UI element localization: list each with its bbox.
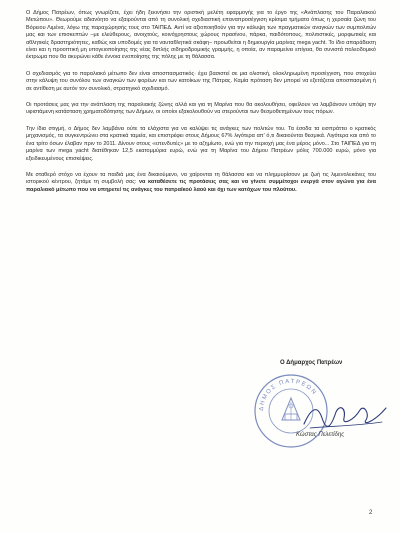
paragraph-5 [26,172,376,194]
seal-emblem-icon [282,398,300,420]
paragraph-3: Οι προτάσεις μας για την ανάπλαση της παραλιακής ζώνης αλλά και για τη Μαρίνα που θα ακολουθήσει, οφείλουν να λαμβάνουν υπόψη την υφιστάμενη κατάσταση χρηματοδότησης των Δήμων, οι οποίοι εξακολουθούν να στερούνται των θεσμοθετημένων τους πόρων. [26,102,376,116]
paragraph-4: Την ίδια στιγμή, ο Δήμος δεν λαμβάνει ούτε τα ελάχιστα για να καλύψει τις ανάγκες των πολιτών του. Τα έσοδα τα εισπράττει ο κρατικός μηχανισμός, τα συγκεντρώνει στα κρατικά ταμεία, και επιστρέφει στους Δήμους 67% λιγότερα απ' ό,τι δικαιούνται θεσμικά. Λιγότερα και από το ένα τρίτο όσων έλαβαν πριν το 2011. Δίνουν στους «επενδυτές» με το αζημίωτο, ενώ για την περιοχή μας ένα μέρος μόνο... Στο ΤΑΙΠΕΔ για τη μαρίνα των mega yacht διατέθηκαν 12,5 εκατομμύρια ευρώ, ενώ για τη Μαρίνα του Δήμου Πατρέων μόλις 700.000 ευρώ, μόνο για εξειδικευμένους επισκέψεις. [26,125,376,162]
page-number: 2 [369,510,373,516]
paragraph-2: Ο σχεδιασμός για το παραλιακό μέτωπο δεν είναι αποσπασματικός· έχει βασιστεί σε μια ολιστική, ολοκληρωμένη προσέγγιση, που στοχεύει στην κάλυψη του συνόλου των αναγκών των φορέων και των κατοίκων της Πάτρας. Καμία πρόταση δεν μπορεί να εξετάζεται αποσπασμένη ή σε αντίθεση με αυτόν τον συνολικό, στρατηγικό σχεδιασμό. [26,70,376,92]
signatory-title: Ο Δήμαρχος Πατρέων [280,360,343,366]
seal-ring-text: ΔΗΜΟΣ ΠΑΤΡΕΩΝ [258,378,318,412]
paragraph-1: Ο Δήμος Πατρέων, όπως γνωρίζετε, έχει ήδη ξεκινήσει την οριστική μελέτη εφαρμογής για το έργο της «Ανάπλασης του Παραλιακού Μετώπου». Θεωρούμε αδιανόητο να εξαιρούνται από τη συνολική σχεδιαστική επαναπροσέγγιση κρίσιμα τμήματα όπως η χερσαία ζώνη του Βόρειου Λιμένα, λόγω της παραχώρησής τους στο ΤΑΙΠΕΔ. Αντί να αξιοποιηθούν για την κάλυψη των πραγματικών αναγκών των συμπολιτών μας και των επισκεπτών –με ελεύθερους, ανοιχτούς, κοινόχρηστους χώρους πρασίνου, πάρκα, παιδότοπους, πολιτιστικές, μορφωτικές και αθλητικές δραστηριότητες, καθώς και υποδομές για τα ναυταθλητικά σκάφη– προωθείται η δημιουργία μαρίνας mega yacht. Το ίδιο απαράδεκτη είναι και η προοπτική μη υπογειοποίησης της νέας διπλής σιδηροδρομικής γραμμής, η οποία, αν παραμείνει επίγεια, θα συνιστά πολεοδομικό έκτρωμα που θα ακυρώνει κάθε έννοια ενοποίησης της πόλης με τη θάλασσα. [26,10,376,61]
handwritten-signature-icon [300,398,390,434]
paragraph-5-regular: Με σταθερό στόχο να έχουν τα παιδιά μας ένα δικαιούμενο, να χαίρονται τη θάλασσα και να πλημμυρίσουν με ζωή τις λιμενολεκάνες του ιστορικού κέντρου, ζητάμε τη συμβολή σας: [26,171,376,186]
letter-body [26,10,376,203]
paragraph-5-bold: να καταθέσετε τις προτάσεις σας και να γίνετε συμμέτοχοι ενεργά στον αγώνα για ένα παραλιακό μέτωπο που να υπηρετεί τις ανάγκες του πατραϊκού λαού και όχι των κατόχων του πλούτου. [26,179,377,193]
signatory-name: Κώστας Πελετίδης [296,432,345,438]
